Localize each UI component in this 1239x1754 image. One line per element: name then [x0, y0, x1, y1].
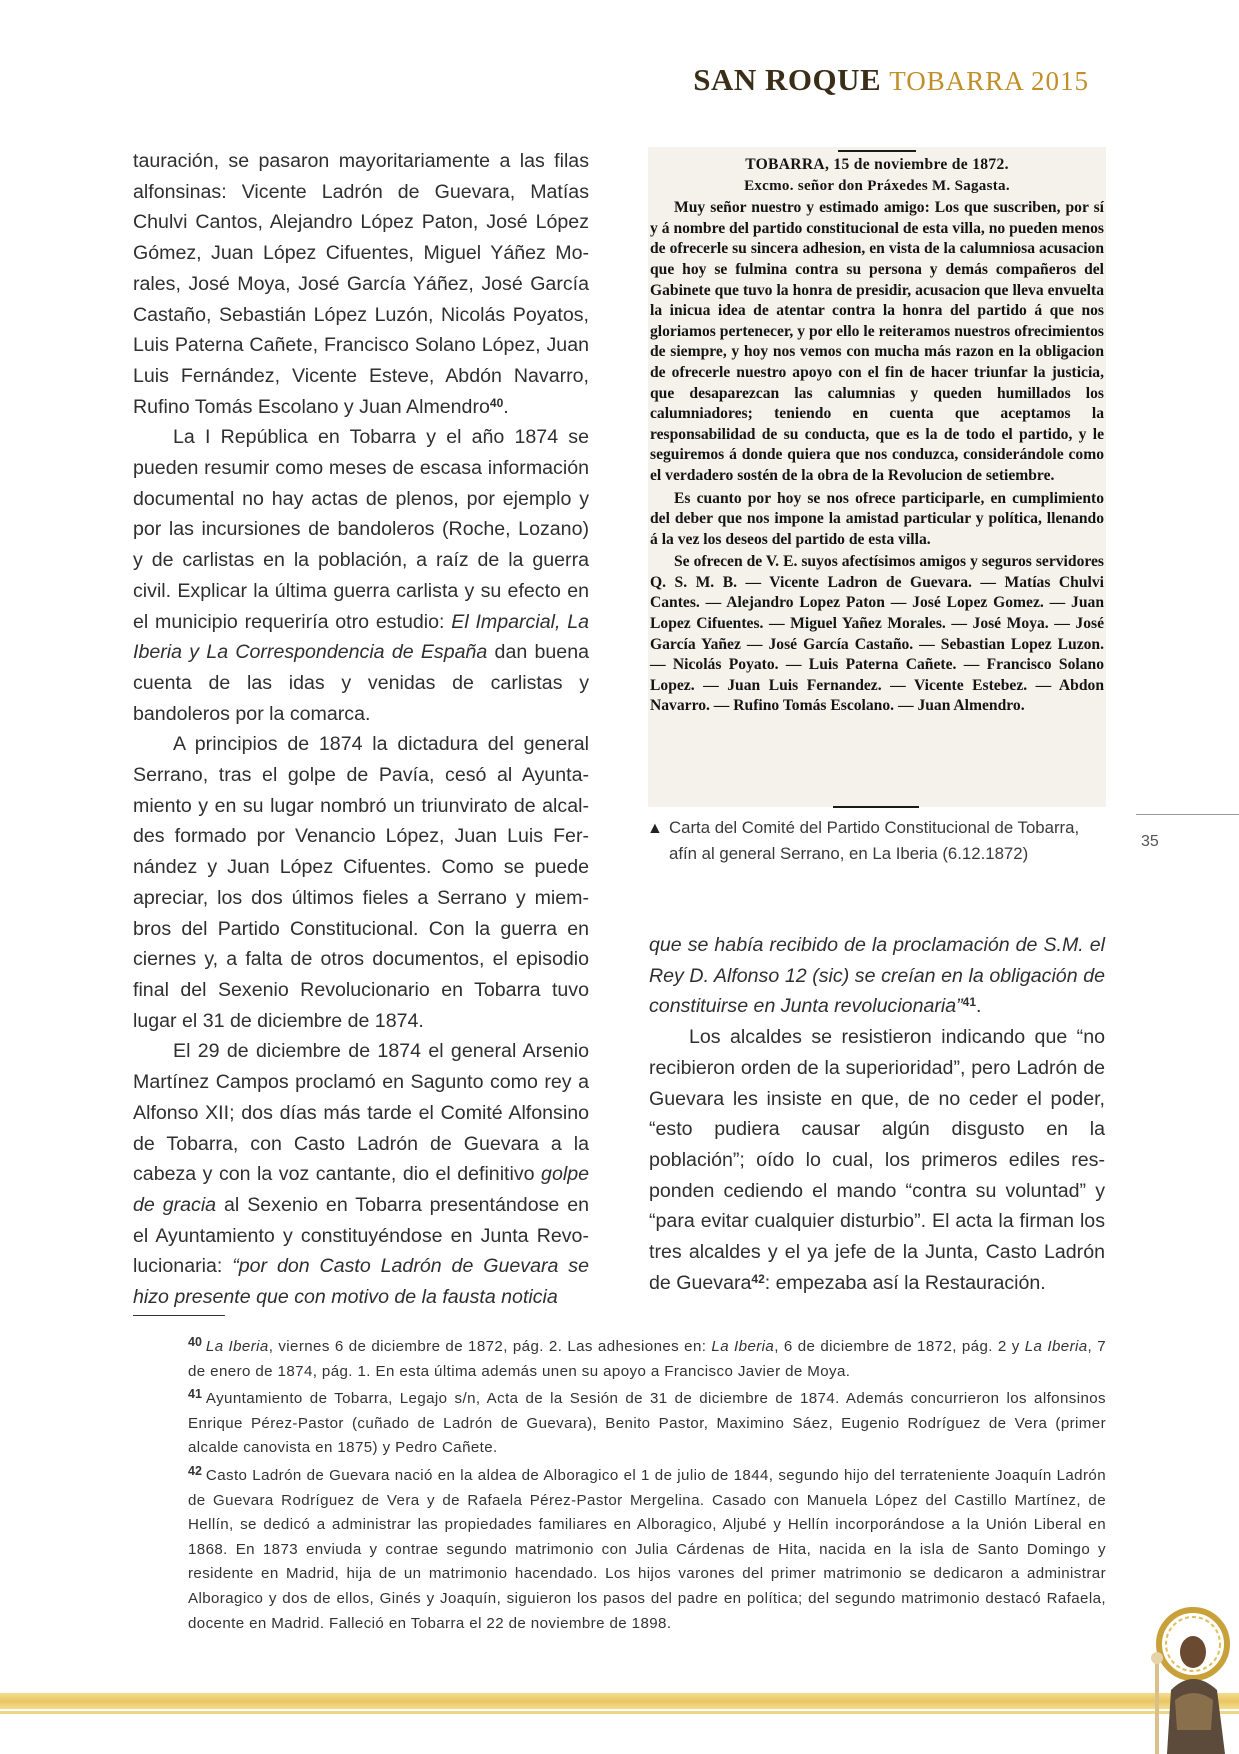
- clipping-salutation: Excmo. señor don Práxedes M. Sagasta.: [744, 177, 1010, 194]
- saint-statue-icon: [1127, 1590, 1239, 1754]
- clipping-paragraph: Es cuanto por hoy se nos ofrece participarle, en cumplimiento del deber que nos impone la amistad particular y política, llenando á la vez los deseos del partido de esta villa.: [650, 489, 1104, 548]
- gold-band-thin: [0, 1711, 1239, 1714]
- paragraph: El 29 de diciembre de 1874 el general Arsenio Martínez Campos proclamó en Sagunto como rey a Alfonso XII; dos días más tarde el Comité Alfonsino de Tobarra, con Casto Ladrón de Guevara a la cabeza y con la voz cantante, dio el definitivo golpe de gracia al Sexenio en Tobarra presentándose en el Ayuntamiento y constituyéndose en Junta Revolucionaria: “por don Casto Ladrón de Guevara se hizo presente que con motivo de la fausta noticia: [133, 1040, 589, 1309]
- italic-quote: “por don Casto Ladrón de Guevara se hizo presente que con motivo de la fausta noticia: [133, 1255, 589, 1309]
- clipping-dateline: TOBARRA, 15 de noviembre de 1872.: [745, 156, 1009, 173]
- paragraph: La I República en Tobarra y el año 1874 se pueden resumir como meses de escasa información documental no hay actas de plenos, por ejemplo y por las incursiones de bandoleros (Roche, Lozano) y de carlistas en la población, a raíz de la guerra civil. Explicar la última guerra carlista y su efecto en el municipio requeriría otro estudio: El Imparcial, La Iberia y La Correspondencia de España dan buena cuenta de las idas y venidas de carlistas y bandoleros por la comarca.: [133, 426, 589, 725]
- footnote-40: $^{40}$ La Iberia, viernes 6 de diciembre de 1872, pág. 2. Las adhesiones en: La Iberia, 6 de diciembre de 1872, pág. 2 y La Iberia, 7 de enero de 1874, pág. 1. En esta última además unen su apoyo a Francisco Javier de Moya.: [188, 1335, 1106, 1380]
- footnote-separator: [133, 1315, 225, 1316]
- paragraph: Los alcaldes se resistieron indicando que “no recibieron orden de la superioridad”, pero Ladrón de Guevara les insiste en que, de no ceder el poder, “esto pudiera causar algún disgusto en la población”; oído lo cual, los primeros ediles responden cediendo el mando “contra su voluntad” y “para evitar cualquier disturbio”. El acta la firman los tres alcaldes y el ya jefe de la Junta, Casto Ladrón de Guevara$^{42}$: empezaba así la Restauración.: [649, 1026, 1105, 1294]
- page-header: [693, 62, 1089, 98]
- paragraph: A principios de 1874 la dictadura del general Serrano, tras el golpe de Pavía, cesó al Ayuntamiento y en su lugar nombró un triunvirato de alcaldes formado por Venancio López, Juan Luis Fernández y Juan López Cifuentes. Como se puede apreciar, los dos últimos fieles a Serrano y miembros del Partido Constitucional. Con la guerra en ciernes y, a falta de otros documentos, el episodio final del Sexenio Revolucionario en Tobarra tuvo lugar el 31 de diciembre de 1874.: [133, 733, 589, 1032]
- left-column: [133, 146, 589, 1313]
- italic-phrase: golpe de gracia: [133, 1163, 589, 1216]
- footnote-42: $^{42}$ Casto Ladrón de Guevara nació en la aldea de Alboragico el 1 de julio de 1844, segundo hijo del terrateniente Joaquín Ladrón de Guevara Rodríguez de Vera y de Rafaela Pérez-Pastor Mergelina. Casado con Manuela López del Castillo Martínez, de Hellín, se dedicó a administrar las propiedades familiares en Alboragico, Aljubé y Hellín incorporándose a la Unión Liberal en 1868. En 1873 enviuda y contrae segundo matrimonio con Julia Cárdenas de Hita, nacida en la isla de Santo Domingo y residente en Madrid, hija de un matrimonio hacendado. Los hijos varones del primer matrimonio se dedicaron a administrar Alboragico y dos de ellos, Ginés y Joaquín, siguieron los pasos del padre en política; del segundo matrimonio destacó Rafaela, docente en Madrid. Falleció en Tobarra el 22 de noviembre de 1898.: [188, 1463, 1106, 1632]
- clipping-bottom-rule: [833, 806, 919, 808]
- italic-sources: El Imparcial, La Iberia y La Correspondencia de España: [133, 610, 589, 664]
- gold-band: [0, 1693, 1239, 1709]
- margin-rule: [1136, 814, 1239, 815]
- clipping-paragraph: Se ofrecen de V. E. suyos afectísimos amigos y seguros servidores Q. S. M. B. — Vicente Ladron de Guevara. — Matías Chulvi Cantes. — Alejandro Lopez Paton — José Lopez Gomez. — Juan Lopez Cifuentes. — Miguel Yañez Morales. — José Moya. — José García Yañez — José García Castaño. — Sebastian Lopez Luzon. — Nicolás Poyato. — Luis Paterna Cañete. — Francisco Solano Lopez. — Juan Luis Fernandez. — Vicente Estebez. — Abdon Navarro. — Rufino Tomás Escolano. — Juan Almendro.: [650, 553, 1104, 715]
- right-column: [649, 930, 1105, 1298]
- triangle-up-icon: ▲: [647, 820, 663, 837]
- footnote-ref: 42: [751, 1271, 765, 1286]
- footnote-ref: 41: [962, 995, 977, 1010]
- magazine-subtitle: TOBARRA 2015: [889, 66, 1089, 96]
- figure-caption: ▲ Carta del Comité del Partido Constitucional de Tobarra, afín al general Serrano, en La Iberia (6.12.1872): [647, 818, 1080, 863]
- clipping-rule: [838, 150, 916, 152]
- footnote-ref: 40: [489, 395, 504, 410]
- italic-quote: que se había recibido de la proclamación de S.M. el Rey D. Alfonso 12 (sic) se creían en la obligación de constituirse en Junta revolucionaria”: [649, 934, 1105, 1018]
- footnote-41: $^{41}$ Ayuntamiento de Tobarra, Legajo s/n, Acta de la Sesión de 31 de diciembre de 1874. Además concurrieron los alfonsinos Enrique Pérez-Pastor (cuñado de Ladrón de Guevara), Benito Pastor, Maximino Sáez, Eugenio Rodríguez de Vera (primer alcalde canovista en 1875) y Pedro Cañete.: [188, 1387, 1106, 1457]
- page-number: 35: [1141, 833, 1159, 850]
- clipping-paragraph: Muy señor nuestro y estimado amigo: Los que suscriben, por sí y á nombre del partido constitucional de esta villa, no pueden menos de ofrecerle su sincera adhesion, en vista de la calumniosa acusacion que hoy se fulmina contra su persona y demás compañeros del Gabinete que tuvo la honra de presidir, acusacion que lleva envuelta la inicua idea de atentar contra la honra del partido á que nos gloriamos pertenecer, y por ello le reiteramos nuestros ofrecimientos de siempre, y hoy nos vemos con mucha más razon en la obligacion de ofrecerle nuestro apoyo con el fin de hacer triunfar la justicia, que desaparezcan las calumnias y queden humillados los calumniadores; teniendo en cuenta que aceptamos la responsabilidad de su conducta, que es la de todo el partido, y le seguiremos á donde quiera que nos conduzca, considerándole como el verdadero sostén de la obra de la Revolucion de setiembre.: [650, 199, 1104, 484]
- newspaper-clipping: [648, 147, 1106, 807]
- paragraph: que se había recibido de la proclamación de S.M. el Rey D. Alfonso 12 (sic) se creían en la obligación de constituirse en Junta revolucionaria”$^{41}$.: [649, 934, 1105, 1018]
- footnotes: [188, 1335, 1106, 1639]
- paragraph: tauración, se pasaron mayoritariamente a las filas alfonsinas: Vicente Ladrón de Guevara, Matías Chulvi Cantos, Alejandro López Paton, José López Gómez, Juan López Cifuentes, Miguel Yáñez Morales, José Moya, José García Yáñez, José García Castaño, Sebastián López Luzón, Nicolás Poyatos, Luis Paterna Cañete, Francisco Solano López, Juan Luis Fernández, Vicente Esteve, Abdón Navarro, Rufino Tomás Escolano y Juan Almendro$^{40}$.: [133, 150, 589, 418]
- magazine-title: SAN ROQUE: [693, 62, 882, 97]
